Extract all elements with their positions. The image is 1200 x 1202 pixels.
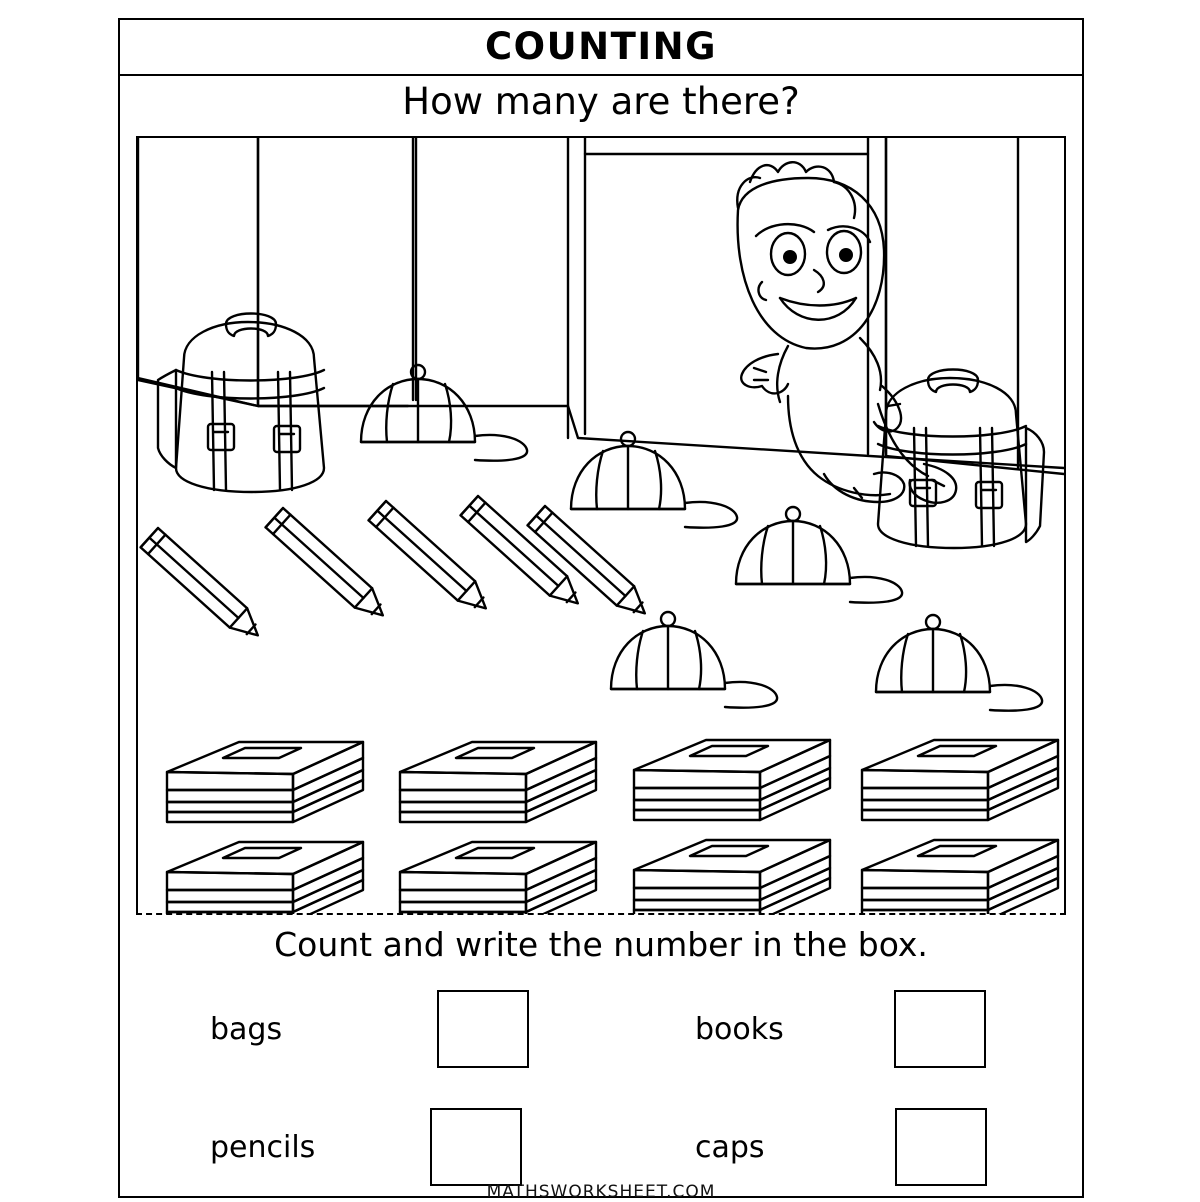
answer-row-caps — [695, 1108, 987, 1186]
pencil-icon — [528, 506, 654, 623]
subtitle: How many are there? — [402, 80, 800, 123]
cap-icon — [611, 612, 777, 708]
instruction-text: Count and write the number in the box. — [274, 925, 928, 964]
counting-scene — [136, 136, 1066, 914]
book-stack-icon — [634, 840, 830, 914]
cartoon-kid-icon — [737, 162, 956, 503]
answer-box-pencils[interactable] — [430, 1108, 522, 1186]
answer-box-caps[interactable] — [895, 1108, 987, 1186]
answer-label-books: books — [695, 1011, 784, 1047]
book-stack-icon — [862, 840, 1058, 914]
scene-divider — [136, 913, 1066, 915]
pencil-icon — [369, 501, 495, 618]
scene-illustration — [138, 138, 1064, 914]
room-background — [138, 138, 1064, 474]
answer-row-books — [695, 990, 986, 1068]
book-stack-icon — [167, 842, 363, 914]
answers-grid — [150, 980, 1070, 1190]
cap-icon — [361, 365, 527, 461]
answer-box-books[interactable] — [894, 990, 986, 1068]
pencil-icon — [266, 508, 392, 625]
book-stack-icon — [167, 742, 363, 822]
answer-row-pencils — [210, 1108, 522, 1186]
pencil-icon — [141, 528, 267, 645]
answer-label-bags: bags — [210, 1011, 283, 1047]
answer-row-bags — [210, 990, 529, 1068]
page-title: COUNTING — [485, 24, 717, 68]
answer-label-caps: caps — [695, 1129, 765, 1165]
book-stack-icon — [634, 740, 830, 820]
book-stack-icon — [862, 740, 1058, 820]
answer-box-bags[interactable] — [437, 990, 529, 1068]
footer-watermark: MATHSWORKSHEET.COM — [486, 1182, 716, 1202]
title-bar — [118, 18, 1084, 76]
cap-icon — [876, 615, 1042, 711]
book-stack-icon — [400, 742, 596, 822]
answer-label-pencils: pencils — [210, 1129, 316, 1165]
book-stack-icon — [400, 842, 596, 914]
